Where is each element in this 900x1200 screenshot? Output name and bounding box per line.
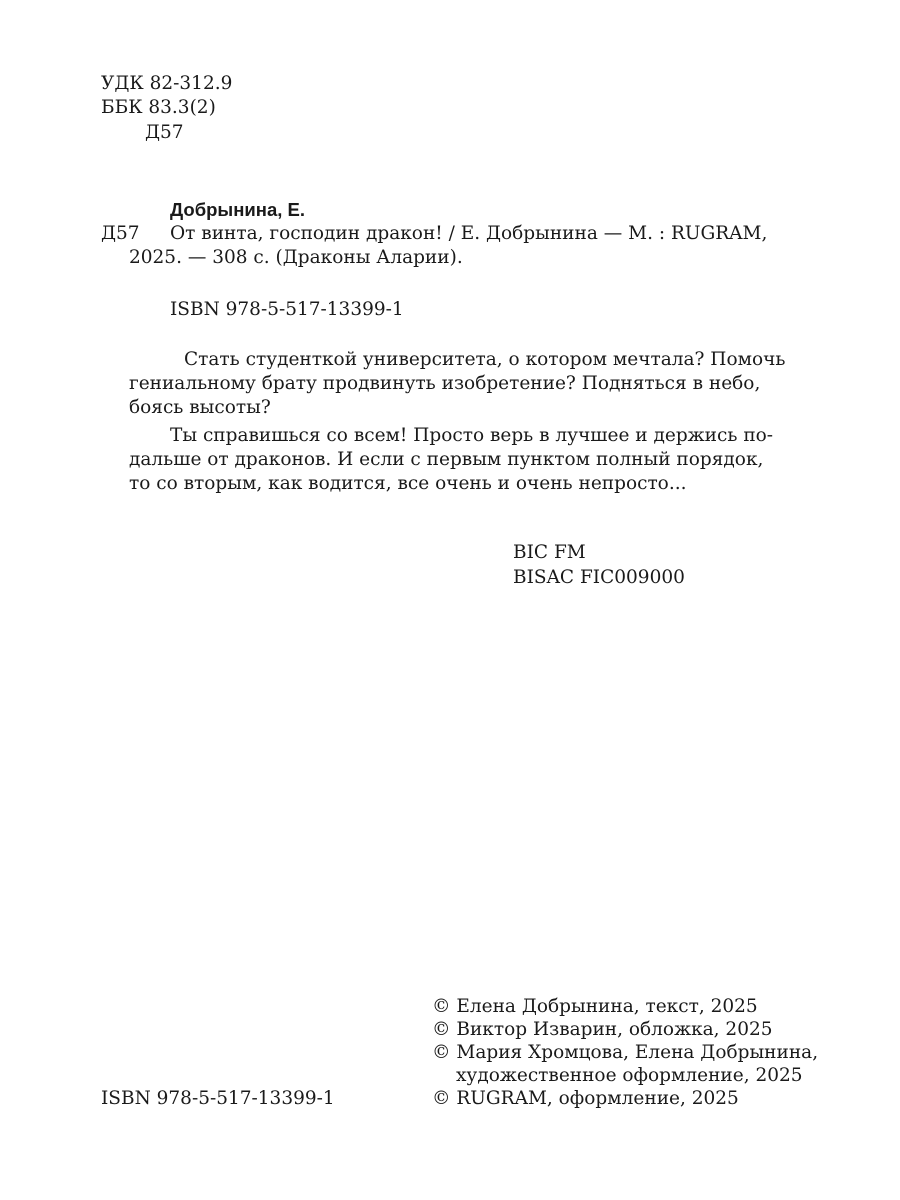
author-name: Добрынина, Е. (170, 199, 306, 220)
annotation-p2-line3: то со вторым, как водится, все очень и очень непросто... (129, 473, 687, 494)
bic-code: BIC FM (513, 542, 586, 563)
annotation-p2-line1: Ты справишься со всем! Просто верь в лучшее и держись по- (170, 425, 774, 446)
bibliographic-description-line1: От винта, господин дракон! / Е. Добрынина — М. : RUGRAM, (170, 223, 768, 244)
copyright-cover: © Виктор Изварин, обложка, 2025 (432, 1019, 773, 1040)
author-mark-top: Д57 (145, 122, 184, 143)
bbk-code: ББК 83.3(2) (101, 97, 216, 118)
isbn-bottom: ISBN 978-5-517-13399-1 (101, 1088, 335, 1109)
copyright-art-design-cont: художественное оформление, 2025 (456, 1065, 803, 1086)
isbn-top: ISBN 978-5-517-13399-1 (170, 299, 404, 320)
bibliographic-description-line2: 2025. — 308 с. (Драконы Аларии). (129, 247, 463, 268)
annotation-p1-line1: Стать студенткой университета, о котором мечтала? Помочь (184, 349, 786, 370)
annotation-p2-line2: дальше от драконов. И если с первым пунктом полный порядок, (129, 449, 764, 470)
udc-code: УДК 82-312.9 (101, 73, 233, 94)
annotation-p1-line2: гениальному брату продвинуть изобретение? Подняться в небо, (129, 373, 761, 394)
bisac-code: BISAC FIC009000 (513, 567, 685, 588)
annotation-p1-line3: боясь высоты? (129, 397, 271, 418)
author-mark: Д57 (101, 223, 140, 244)
copyright-text: © Елена Добрынина, текст, 2025 (432, 996, 758, 1017)
copyright-art-design: © Мария Хромцова, Елена Добрынина, (432, 1042, 819, 1063)
copyright-layout: © RUGRAM, оформление, 2025 (432, 1088, 739, 1109)
